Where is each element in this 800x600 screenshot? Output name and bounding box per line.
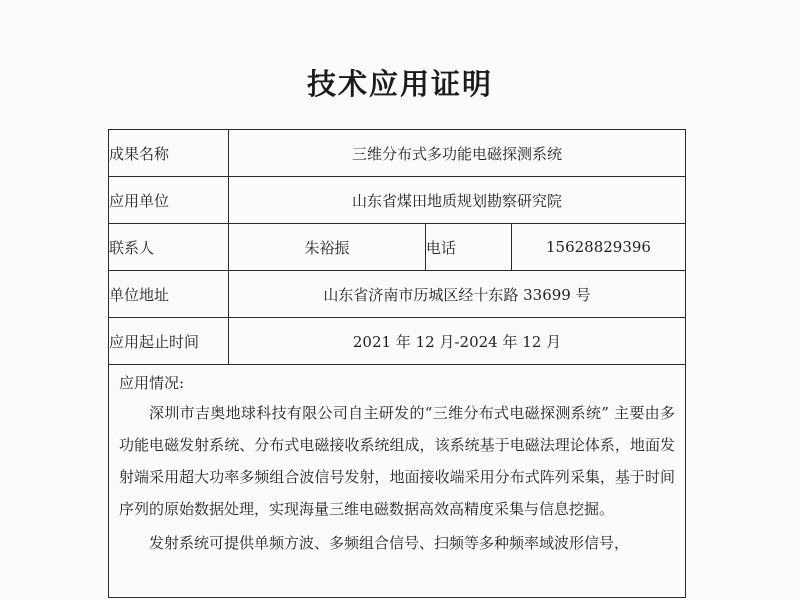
row-address [109, 271, 686, 318]
row-situation [109, 365, 686, 598]
contact-value: 朱裕振 [229, 224, 426, 271]
row-unit [109, 177, 686, 224]
row-achievement [109, 130, 686, 177]
unit-value: 山东省煤田地质规划勘察研究院 [229, 177, 686, 224]
row-period [109, 318, 686, 365]
achievement-value: 三维分布式多功能电磁探测系统 [229, 130, 686, 177]
contact-label: 联系人 [109, 224, 229, 271]
row-contact [109, 224, 686, 271]
address-label: 单位地址 [109, 271, 229, 318]
situation-paragraph-1: 深圳市吉奥地球科技有限公司自主研发的“三维分布式电磁探测系统” 主要由多功能电磁发射系统、分布式电磁接收系统组成，该系统基于电磁法理论体系，地面发射端采用超大功率多频组合波信号发射，地面接收端采用分布式阵列采集，基于时间序列的原始数据处理，实现海量三维电磁数据高效高精度采集与信息挖掘。 [119, 404, 675, 518]
situation-paragraph-2: 发射系统可提供单频方波、多频组合信号、扫频等多种频率域波形信号， [149, 534, 630, 552]
situation-cell [109, 365, 686, 598]
document-title: 技术应用证明 [306, 67, 493, 101]
situation-heading: 应用情况: [119, 374, 185, 392]
address-value: 山东省济南市历城区经十东路 33699 号 [229, 271, 686, 318]
situation-content [109, 365, 685, 597]
phone-label: 电话 [426, 224, 512, 271]
unit-label: 应用单位 [109, 177, 229, 224]
period-value: 2021 年 12 月-2024 年 12 月 [229, 318, 686, 365]
period-label: 应用起止时间 [109, 318, 229, 365]
achievement-label: 成果名称 [109, 130, 229, 177]
phone-value: 15628829396 [512, 224, 686, 271]
application-form-table [108, 129, 686, 598]
